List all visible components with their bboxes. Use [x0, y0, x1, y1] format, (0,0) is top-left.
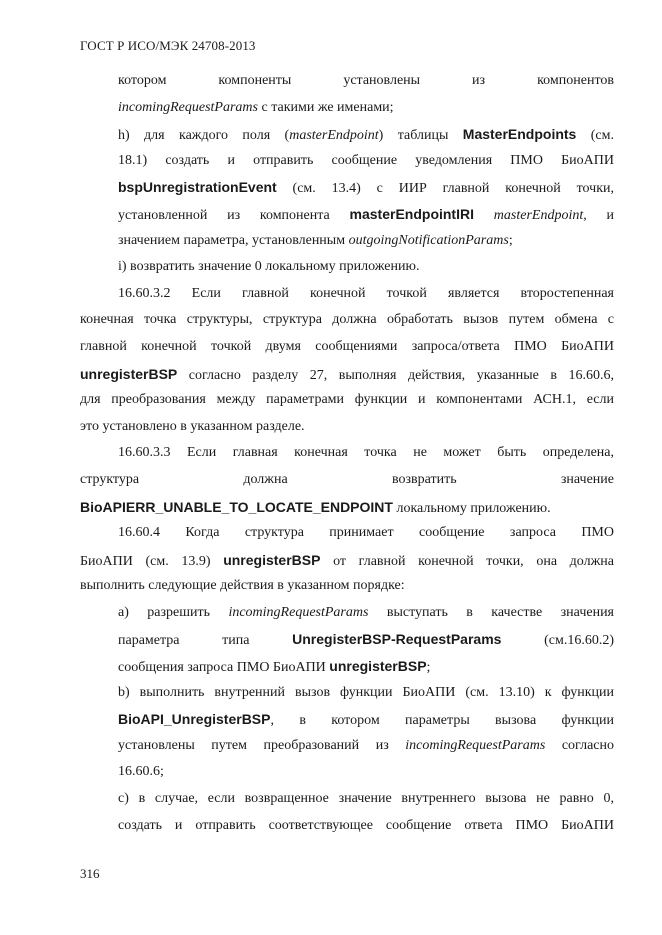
document-body	[80, 68, 614, 839]
text-line: котором компоненты установлены из компонентов	[118, 73, 614, 88]
text-line: BioAPI_UnregisterBSP, в котором параметры вызова функции	[118, 711, 614, 729]
text-line: значением параметра, установленным outgoingNotificationParams;	[118, 232, 513, 248]
text-line: bspUnregistrationEvent (см. 13.4) с ИИР главной конечной точки,	[118, 179, 614, 197]
text-line: сообщения запроса ПМО БиоАПИ unregisterBSP;	[118, 658, 431, 676]
text-line: 16.60.6;	[118, 764, 164, 780]
text-line: установленной из компонента masterEndpointIRI masterEndpoint, и	[118, 205, 614, 223]
text-line: БиоАПИ (см. 13.9) unregisterBSP от главной конечной точки, она должна	[80, 551, 614, 569]
clause-16-60-3-2: 16.60.3.2 Если главной конечной точкой является второстепенная	[118, 285, 614, 301]
list-item-h: h) для каждого поля (masterEndpoint) таблицы MasterEndpoints (см.	[118, 126, 614, 144]
list-item-i: i) возвратить значение 0 локальному приложению.	[118, 259, 420, 275]
list-item-c: c) в случае, если возвращенное значение внутреннего вызова не равно 0,	[118, 791, 614, 807]
text-line: unregisterBSP согласно разделу 27, выполняя действия, указанные в 16.60.6,	[80, 365, 614, 383]
text-line: выполнить следующие действия в указанном порядке:	[80, 578, 405, 594]
text-line: 18.1) создать и отправить сообщение уведомления ПМО БиоАПИ	[118, 152, 614, 168]
text-line: параметра типа UnregisterBSP-RequestParams (см.16.60.2)	[118, 631, 614, 649]
text-line: incomingRequestParams с такими же именами;	[118, 99, 394, 115]
list-item-a: а) разрешить incomingRequestParams выступать в качестве значения	[118, 604, 614, 620]
clause-16-60-3-3: 16.60.3.3 Если главная конечная точка не может быть определена,	[118, 445, 614, 461]
text-line: конечная точка структуры, структура должна обработать вызов путем обмена с	[80, 312, 614, 328]
text-line: для преобразования между параметрами функции и компонентами АСН.1, если	[80, 392, 614, 408]
text-line: установлены путем преобразований из incomingRequestParams согласно	[118, 737, 614, 753]
page-number: 316	[80, 866, 100, 881]
text-line: BioAPIERR_UNABLE_TO_LOCATE_ENDPOINT локальному приложению.	[80, 498, 551, 516]
text-line: главной конечной точкой двумя сообщениями запроса/ответа ПМО БиоАПИ	[80, 338, 614, 354]
list-item-b: b) выполнить внутренний вызов функции БиоАПИ (см. 13.10) к функции	[118, 684, 614, 700]
clause-16-60-4: 16.60.4 Когда структура принимает сообщение запроса ПМО	[118, 525, 614, 541]
text-line: создать и отправить соответствующее сообщение ответа ПМО БиоАПИ	[118, 817, 614, 833]
text-line: это установлено в указанном разделе.	[80, 418, 305, 434]
text-line: структура должна возвратить значение	[80, 471, 614, 487]
document-header: ГОСТ Р ИСО/МЭК 24708-2013	[80, 38, 256, 53]
